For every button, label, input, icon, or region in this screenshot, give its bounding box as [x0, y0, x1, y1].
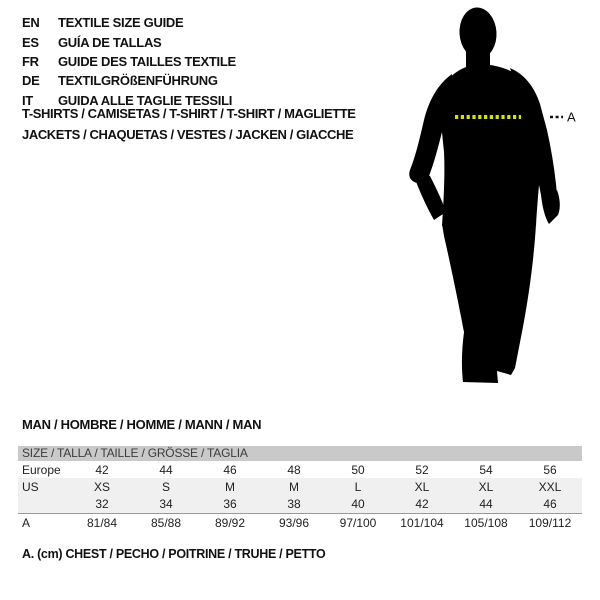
cell: 50 — [351, 462, 365, 477]
table-row-chest-a — [18, 514, 582, 531]
garment-types — [22, 104, 356, 145]
language-code: EN — [22, 15, 40, 31]
garment-line-tshirts: T-SHIRTS / CAMISETAS / T-SHIRT / T-SHIRT / MAGLIETTE — [22, 106, 356, 121]
language-code: IT — [22, 92, 33, 108]
language-title: TEXTILGRÖßENFÜHRUNG — [58, 73, 218, 89]
size-table — [18, 446, 582, 531]
language-row-de — [22, 71, 236, 90]
cell: 101/104 — [400, 515, 444, 530]
cell: 42 — [95, 462, 109, 477]
cell: 36 — [223, 497, 237, 512]
table-row-us — [18, 478, 582, 495]
language-list — [22, 13, 236, 110]
table-row-europe — [18, 461, 582, 478]
cell: 32 — [95, 497, 109, 512]
cell: XL — [478, 479, 494, 494]
measurement-footnote: A. (cm) CHEST / PECHO / POITRINE / TRUHE / PETTO — [22, 547, 326, 561]
cell: 54 — [479, 462, 493, 477]
language-row-en — [22, 13, 236, 32]
language-title: GUIDA ALLE TAGLIE TESSILI — [58, 92, 233, 108]
male-silhouette-figure — [400, 0, 600, 400]
cell: S — [161, 479, 170, 494]
cell: M — [289, 479, 299, 494]
language-code: DE — [22, 73, 40, 89]
garment-line-jackets: JACKETS / CHAQUETAS / VESTES / JACKEN / GIACCHE — [22, 126, 354, 142]
cell: 46 — [223, 462, 237, 477]
language-code: FR — [22, 53, 39, 69]
language-row-es — [22, 32, 236, 51]
table-row-us-numeric — [18, 496, 582, 514]
cell: 56 — [543, 462, 557, 477]
cell: 42 — [415, 497, 429, 512]
cell: 85/88 — [150, 515, 182, 530]
language-title: GUÍA DE TALLAS — [58, 34, 162, 50]
cell: 40 — [351, 497, 365, 512]
cell: 48 — [287, 462, 301, 477]
cell: 93/96 — [278, 515, 310, 530]
row-label: US — [22, 479, 39, 494]
section-title-man: MAN / HOMBRE / HOMME / MANN / MAN — [22, 417, 262, 432]
cell: 109/112 — [528, 515, 572, 530]
cell: XL — [414, 479, 430, 494]
language-title: TEXTILE SIZE GUIDE — [58, 15, 184, 31]
cell: 81/84 — [86, 515, 118, 530]
language-code: ES — [22, 34, 39, 50]
cell: 52 — [415, 462, 429, 477]
cell: 34 — [159, 497, 173, 512]
cell: 44 — [159, 462, 173, 477]
man-silhouette-icon — [400, 0, 600, 400]
cell: XS — [93, 479, 110, 494]
size-table-header: SIZE / TALLA / TAILLE / GRÖSSE / TAGLIA — [18, 446, 582, 461]
cell: 105/108 — [464, 515, 508, 530]
cell: L — [354, 479, 362, 494]
language-row-fr — [22, 52, 236, 71]
cell: 97/100 — [339, 515, 377, 530]
cell: 38 — [287, 497, 301, 512]
cell: XXL — [538, 479, 562, 494]
cell: M — [225, 479, 235, 494]
cell: 46 — [543, 497, 557, 512]
cell: 44 — [479, 497, 493, 512]
measure-label-a: A — [567, 109, 576, 125]
row-label: A — [22, 515, 31, 530]
language-title: GUIDE DES TAILLES TEXTILE — [58, 53, 236, 69]
cell: 89/92 — [214, 515, 246, 530]
row-label: Europe — [22, 462, 61, 477]
